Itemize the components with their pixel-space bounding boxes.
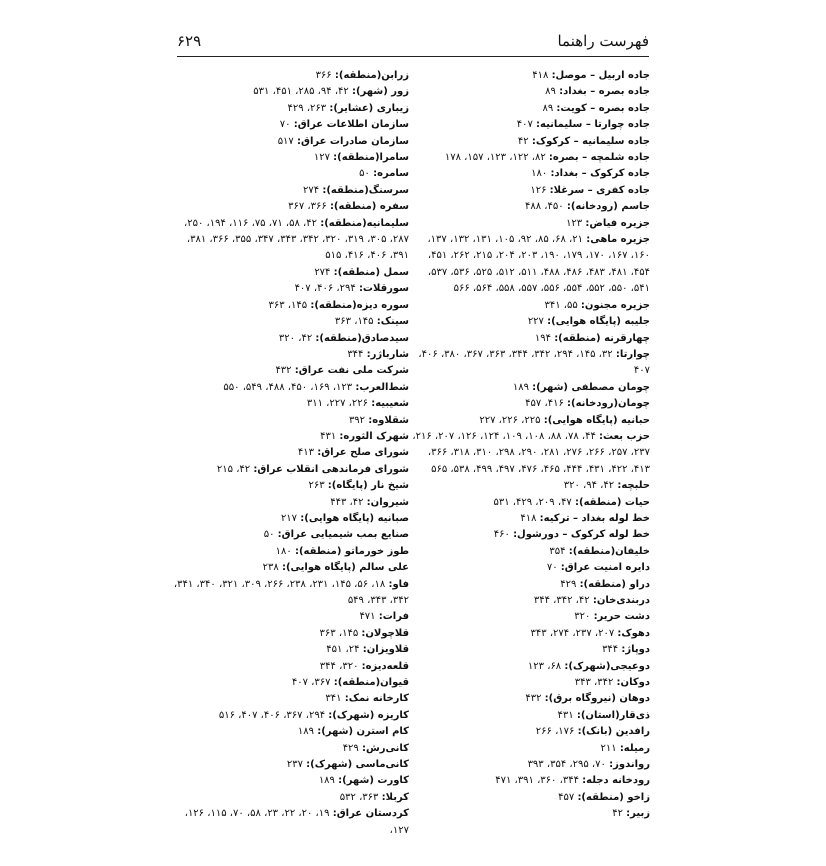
- index-entry: [412, 642, 650, 658]
- index-term: جاده چوارتا – سلیمانیه:: [536, 119, 650, 131]
- index-entry: [170, 790, 409, 806]
- index-pages: ۴۷۱: [359, 611, 376, 623]
- index-pages: ۴۱۶، ۴۵۷: [525, 398, 564, 410]
- index-term: رواندوز:: [609, 759, 650, 771]
- index-pages: ۲۷۴: [314, 266, 331, 278]
- index-entry: [170, 84, 409, 100]
- index-pages: ۵۵، ۳۴۱: [544, 299, 578, 311]
- index-term: سوره دیزه(منطقه):: [310, 299, 409, 311]
- index-term: سینک:: [376, 316, 409, 328]
- index-pages: ۱۲۷: [313, 152, 330, 164]
- index-entry: [412, 495, 650, 511]
- index-term: کردستان عراق:: [332, 808, 409, 820]
- index-entry: [170, 150, 409, 166]
- index-pages: ۲۱۷: [280, 512, 298, 524]
- index-entry: [412, 659, 650, 675]
- index-term: کام استرن (شهر):: [317, 726, 409, 738]
- index-entry: [412, 675, 650, 691]
- index-pages: ۱۸۹: [297, 726, 315, 738]
- index-pages: ۳۴۴: [602, 644, 619, 656]
- index-pages: ۱۸۰: [275, 545, 292, 557]
- index-entry: [412, 413, 650, 429]
- index-term: قلاچولان:: [361, 627, 409, 639]
- index-term: کاورت (شهر):: [338, 775, 409, 787]
- index-pages: ۲۱، ۶۸، ۸۵، ۹۲، ۱۰۵، ۱۳۱، ۱۳۲، ۱۳۷، ۱۶۰، ۱۶۷، ۱۷۰، ۱۷۹، ۱۹۰، ۲۰۳، ۲۰۴، ۲۱۵، ۲۶۲، ۴۵۱، ۴۵۴، ۴۸۱، ۴۸۳، ۴۸۶، ۴۸۸، ۵۱۱، ۵۱۲، ۵۲۵، ۵۳۶، ۵۳۷، ۵۴۱، ۵۵۰، ۵۵۲، ۵۵۴، ۵۵۶، ۵۵۷، ۵۵۸، ۵۶۴، ۵۶۶: [427, 234, 650, 295]
- index-term: ذی‌قار(استان):: [576, 709, 650, 721]
- index-entry: [170, 478, 409, 494]
- index-term: دوعیجی(شهرک):: [564, 660, 650, 672]
- index-entry: [412, 511, 650, 527]
- index-term: دوهان (نیروگاه برق):: [544, 693, 650, 705]
- index-term: کارخانه نمک:: [344, 693, 409, 705]
- index-pages: ۱۸، ۵۶، ۱۴۵، ۲۳۱، ۲۳۸، ۲۶۶، ۳۰۹، ۳۲۱، ۳۴۰، ۳۴۱، ۳۴۲، ۳۴۳، ۵۴۹: [173, 578, 409, 606]
- index-term: دوپاژ:: [621, 644, 650, 656]
- index-entry: [170, 331, 409, 347]
- index-entry: [170, 117, 409, 133]
- index-entry: [170, 806, 409, 839]
- index-term: چومان(رودخانه):: [567, 398, 650, 410]
- index-term: زیباری (عشایر):: [329, 102, 409, 114]
- index-entry: [412, 741, 650, 757]
- index-term: جاده سلیمانیه – کرکوک:: [531, 135, 650, 147]
- index-term: دراو (منطقه):: [579, 578, 650, 590]
- index-entry: [170, 560, 409, 576]
- index-term: خلیفان(منطقه):: [568, 545, 650, 557]
- index-term: جزیره ماهی:: [586, 234, 650, 246]
- index-entry: [412, 609, 650, 625]
- index-term: قلعه‌دیزه:: [361, 660, 409, 672]
- index-pages: ۳۶۳، ۵۳۲: [339, 791, 379, 803]
- index-pages: ۴۲، ۴۴۳: [330, 496, 364, 508]
- index-pages: ۲۱۱: [600, 742, 617, 754]
- index-entry: [170, 298, 409, 314]
- index-pages: ۸۹: [545, 86, 556, 98]
- index-term: قیوان(منطقه):: [333, 677, 409, 689]
- index-term: دایره امنیت عراق:: [560, 562, 650, 574]
- index-term: حیات (منطقه):: [575, 496, 650, 508]
- index-pages: ۲۴، ۴۵۱: [326, 644, 360, 656]
- index-term: شقلاوه:: [368, 414, 409, 426]
- index-entry: [412, 150, 650, 166]
- index-term: کانی‌ماسی (شهرک):: [306, 759, 409, 771]
- index-term: رودخانه دجله:: [582, 775, 650, 787]
- index-entry: [412, 166, 650, 182]
- index-entry: [170, 199, 409, 215]
- index-pages: ۴۳۲: [525, 693, 542, 705]
- index-term: زور (شهر):: [351, 86, 409, 98]
- index-pages: ۴۳۱: [320, 430, 337, 442]
- index-entry: [412, 626, 650, 642]
- index-pages: ۴۲۹: [342, 742, 359, 754]
- index-term: سرسنگ(منطقه):: [322, 184, 409, 196]
- index-term: جاده کرکوک – بغداد:: [550, 168, 650, 180]
- index-pages: ۱۸۹: [512, 381, 529, 393]
- index-term: سازمان اطلاعات عراق:: [293, 119, 409, 131]
- index-pages: ۳۲۰: [574, 611, 591, 623]
- index-pages: ۴۶۰: [493, 529, 510, 541]
- index-pages: ۲۲۶، ۲۲۷، ۳۱۱: [306, 398, 369, 410]
- index-entry: [170, 659, 409, 675]
- index-term: سامره:: [373, 168, 409, 180]
- index-pages: ۴۱۸: [520, 512, 537, 524]
- index-entry: [412, 708, 650, 724]
- index-pages: ۱۹، ۲۰، ۲۲، ۲۳، ۵۸، ۷۰، ۱۱۵، ۱۲۶، ۱۲۷،: [184, 808, 409, 836]
- index-pages: ۲۲۷: [527, 316, 544, 328]
- index-entry: [412, 314, 650, 330]
- index-term: جاده بصره – بغداد:: [559, 86, 650, 98]
- index-term: زاخو (منطقه):: [577, 791, 650, 803]
- index-entry: [412, 347, 650, 380]
- index-term: شیروان:: [366, 496, 409, 508]
- index-pages: ۱۹۴: [534, 332, 551, 344]
- index-term: شورای صلح عراق:: [317, 447, 409, 459]
- index-pages: ۷۰، ۲۹۵، ۳۵۴، ۳۹۳: [527, 759, 606, 771]
- index-pages: ۸۹: [542, 102, 554, 114]
- index-pages: ۷۰: [546, 562, 558, 574]
- index-entry: [412, 216, 650, 232]
- index-pages: ۳۴۴: [347, 348, 364, 360]
- index-entry: [170, 495, 409, 511]
- index-pages: ۴۲، ۳۲۰: [278, 332, 313, 344]
- index-pages: ۱۲۶: [530, 184, 547, 196]
- index-term: دشت حریر:: [593, 611, 650, 623]
- index-pages: ۳۴۲، ۳۴۳: [574, 677, 614, 689]
- index-term: سلیمانیه(منطقه):: [320, 217, 409, 229]
- index-term: رمیله:: [619, 742, 650, 754]
- page-header: [177, 32, 649, 54]
- index-term: شرکت ملی نفت عراق:: [294, 365, 409, 377]
- index-term: جاده شلمچه – بصره:: [548, 152, 650, 164]
- index-entry: [170, 166, 409, 182]
- index-entry: [412, 757, 650, 773]
- page-number: ۶۲۹: [177, 32, 202, 50]
- index-pages: ۴۱۸: [532, 70, 549, 81]
- index-pages: ۳۶۶: [315, 70, 332, 81]
- index-entry: [412, 232, 650, 298]
- index-term: جاده بصره – کویت:: [556, 102, 650, 114]
- index-pages: ۴۱۳: [297, 447, 315, 459]
- index-pages: ۴۲، ۵۸، ۷۱، ۷۵، ۱۱۶، ۱۹۴، ۲۵۰، ۲۸۷، ۳۰۵، ۳۱۹، ۳۲۰، ۳۴۲، ۳۴۳، ۳۴۷، ۳۵۵، ۳۶۶، ۳۸۱، ۳۹۱، ۴۰۶، ۴۱۶، ۵۱۵: [183, 217, 409, 262]
- index-pages: ۳۴۴، ۳۶۰، ۳۹۱، ۴۷۱: [495, 775, 579, 787]
- index-entry: [170, 511, 409, 527]
- index-entry: [412, 134, 650, 150]
- index-column-left: [170, 68, 409, 839]
- index-term: جزیره مجنون:: [580, 299, 650, 311]
- index-pages: ۱۷۶، ۲۶۶: [535, 726, 575, 738]
- index-pages: ۴۳۱: [557, 709, 574, 721]
- index-pages: ۴۰۷: [516, 119, 533, 131]
- index-pages: ۴۲: [517, 135, 529, 147]
- index-pages: ۱۴۵، ۳۶۳: [268, 299, 308, 311]
- index-term: شارباژر:: [366, 348, 409, 360]
- index-entry: [412, 331, 650, 347]
- index-term: کاریزه (شهرک):: [328, 709, 409, 721]
- index-term: حبانیه (پایگاه هوایی):: [543, 414, 650, 426]
- index-entry: [170, 642, 409, 658]
- index-entry: [412, 101, 650, 117]
- index-term: خط لوله بغداد – ترکیه:: [539, 512, 650, 524]
- index-pages: ۳۲۰، ۳۴۴: [319, 660, 359, 672]
- index-pages: ۱۲۳: [566, 217, 583, 229]
- index-term: شیخ نار (پایگاه):: [327, 480, 409, 492]
- index-entry: [412, 199, 650, 215]
- index-entry: [170, 577, 409, 610]
- index-entry: [170, 675, 409, 691]
- index-term: چهارقرنه (منطقه):: [554, 332, 650, 344]
- index-entry: [412, 560, 650, 576]
- running-title: فهرست راهنما: [557, 32, 649, 50]
- index-term: جاده اربیل – موصل:: [551, 70, 650, 81]
- index-term: رافدین (بانک):: [577, 726, 650, 738]
- index-pages: ۱۸۰: [531, 168, 548, 180]
- index-entry: [170, 413, 409, 429]
- index-pages: ۴۴، ۷۸، ۸۸، ۱۰۸، ۱۰۹، ۱۲۴، ۱۲۶، ۲۰۷، ۲۱۶، ۲۳۷، ۲۵۷، ۲۶۶، ۲۷۶، ۲۸۱، ۲۹۰، ۲۹۸، ۳۱۰، ۳۱۸، ۳۶۶، ۴۱۳، ۴۲۲، ۴۳۱، ۴۴۴، ۴۶۵، ۴۷۶، ۴۹۷، ۴۹۹، ۵۳۸، ۵۶۵: [412, 430, 650, 475]
- index-pages: ۲۹۴، ۳۶۷، ۴۰۶، ۴۰۷، ۵۱۶: [218, 709, 326, 721]
- index-pages: ۴۲، ۲۱۵: [216, 463, 251, 475]
- index-entry: [412, 806, 650, 822]
- index-pages: ۴۲، ۹۴، ۲۸۵، ۴۵۱، ۵۳۱: [253, 86, 349, 98]
- index-term: دهوک:: [617, 627, 650, 639]
- index-entry: [170, 757, 409, 773]
- index-entry: [412, 183, 650, 199]
- index-term: فرات:: [378, 611, 409, 623]
- index-pages: ۸۲، ۱۲۲، ۱۲۳، ۱۵۷، ۱۷۸: [444, 152, 546, 164]
- index-pages: ۵۰: [263, 529, 275, 541]
- index-pages: ۴۲، ۳۴۲، ۳۴۴: [533, 595, 590, 606]
- index-entry: [170, 183, 409, 199]
- index-term: جاده کفری – سرغلا:: [549, 184, 650, 196]
- index-term: سامرا(منطقه):: [333, 152, 409, 164]
- index-pages: ۳۴۱: [325, 693, 342, 705]
- index-entry: [170, 708, 409, 724]
- index-term: طوز خورماتو (منطقه):: [294, 545, 409, 557]
- index-entry: [170, 445, 409, 461]
- index-pages: ۱۲۳، ۱۶۹، ۴۵۰، ۴۸۸، ۵۴۹، ۵۵۰: [223, 381, 353, 393]
- index-term: جلیبه (پایگاه هوایی):: [547, 316, 650, 328]
- index-pages: ۴۲، ۹۴، ۳۲۰: [563, 480, 615, 492]
- index-entry: [412, 298, 650, 314]
- index-pages: ۴۲: [612, 808, 623, 820]
- index-term: چوارتا:: [615, 348, 650, 360]
- index-entry: [170, 773, 409, 789]
- index-pages: ۷۰: [279, 119, 291, 131]
- index-pages: ۱۴۵، ۳۶۳: [334, 316, 374, 328]
- index-entry: [170, 216, 409, 265]
- index-entry: [412, 724, 650, 740]
- index-pages: ۱۴۵، ۳۶۳: [319, 627, 359, 639]
- index-term: علی سالم (پایگاه هوایی):: [281, 562, 409, 574]
- index-term: زبیر:: [626, 808, 650, 820]
- index-entry: [170, 691, 409, 707]
- index-entry: [170, 314, 409, 330]
- index-term: شط‌العرب:: [355, 381, 409, 393]
- index-entry: [170, 101, 409, 117]
- index-term: صبانیه (پایگاه هوایی):: [300, 512, 409, 524]
- index-pages: ۳۵۴: [549, 545, 566, 557]
- index-term: کربلا:: [381, 791, 409, 803]
- index-entry: [170, 363, 409, 379]
- index-entry: [412, 68, 650, 84]
- index-pages: ۳۹۲: [348, 414, 366, 426]
- index-entry: [412, 593, 650, 609]
- index-pages: ۲۶۳، ۴۲۹: [287, 102, 327, 114]
- index-term: شورای فرماندهی انقلاب عراق:: [253, 463, 409, 475]
- index-term: دربندی‌خان:: [592, 595, 650, 606]
- index-pages: ۴۳۲: [275, 365, 292, 377]
- index-entry: [412, 429, 650, 478]
- index-pages: ۴۵۰، ۴۸۸: [525, 201, 564, 213]
- index-term: شعیبیه:: [371, 398, 409, 410]
- index-pages: ۲۳۷: [286, 759, 303, 771]
- index-pages: ۴۲۹: [560, 578, 577, 590]
- index-entry: [170, 626, 409, 642]
- index-pages: ۵۰: [359, 168, 370, 180]
- index-entry: [170, 527, 409, 543]
- index-entry: [412, 527, 650, 543]
- index-pages: ۲۲۵، ۲۲۶، ۲۲۷: [479, 414, 541, 426]
- index-term: جاسم (رودخانه):: [566, 201, 650, 213]
- index-entry: [170, 265, 409, 281]
- index-pages: ۲۶۳: [308, 480, 325, 492]
- index-term: شهرک الثوره:: [339, 430, 409, 442]
- index-pages: ۴۵۷: [558, 791, 575, 803]
- index-entry: [170, 347, 409, 363]
- index-entry: [170, 462, 409, 478]
- index-term: سورقلات:: [358, 283, 409, 295]
- index-pages: ۱۸۹: [318, 775, 335, 787]
- index-term: سازمان صادرات عراق:: [297, 135, 409, 147]
- index-entry: [412, 84, 650, 100]
- index-pages: ۲۳۸: [262, 562, 279, 574]
- index-term: حزب بعث:: [599, 430, 650, 442]
- index-pages: ۲۹۴، ۴۰۶، ۴۰۷: [294, 283, 356, 295]
- index-entry: [412, 691, 650, 707]
- index-entry: [170, 429, 409, 445]
- index-entry: [170, 609, 409, 625]
- index-entry: [412, 790, 650, 806]
- index-entry: [170, 544, 409, 560]
- index-entry: [170, 134, 409, 150]
- index-entry: [412, 380, 650, 396]
- index-term: قلاویزان:: [362, 644, 409, 656]
- index-pages: ۴۷، ۲۰۹، ۴۲۹، ۵۳۱: [493, 496, 572, 508]
- index-term: صنایع بمب شیمیایی عراق:: [277, 529, 409, 541]
- index-entry: [412, 396, 650, 412]
- index-term: دوکان:: [616, 677, 650, 689]
- index-entry: [412, 117, 650, 133]
- index-entry: [412, 544, 650, 560]
- index-term: فاو:: [388, 578, 409, 590]
- index-entry: [170, 724, 409, 740]
- index-term: خط لوله کرکوک – دورشول:: [513, 529, 650, 541]
- index-pages: ۳۶۶، ۳۶۷: [288, 201, 327, 213]
- index-pages: ۳۲، ۱۴۵، ۲۹۴، ۳۴۲، ۳۴۴، ۳۶۳، ۳۶۷، ۳۸۰، ۴۰۶، ۴۰۷: [418, 348, 650, 377]
- index-term: حلبچه:: [617, 480, 650, 492]
- index-entry: [412, 773, 650, 789]
- index-term: سیدصادق(منطقه):: [315, 332, 409, 344]
- index-term: زرابن(منطقه):: [334, 70, 409, 81]
- index-pages: ۲۰۷، ۲۳۷، ۲۷۴، ۳۴۳: [530, 627, 615, 639]
- index-entry: [170, 741, 409, 757]
- index-pages: ۳۶۷، ۴۰۷: [291, 677, 331, 689]
- index-entry: [170, 396, 409, 412]
- index-entry: [412, 478, 650, 494]
- index-pages: ۲۷۴: [303, 184, 320, 196]
- index-column-right: [412, 68, 650, 823]
- index-term: کانی‌رش:: [362, 742, 409, 754]
- index-pages: ۶۸، ۱۲۳: [527, 660, 562, 672]
- index-entry: [412, 577, 650, 593]
- index-pages: ۵۱۷: [277, 135, 294, 147]
- index-term: سفره (منطقه):: [329, 201, 409, 213]
- index-entry: [170, 281, 409, 297]
- index-entry: [170, 68, 409, 84]
- index-term: چومان مصطفی (شهر):: [532, 381, 650, 393]
- index-term: جزیره فیاض:: [585, 217, 650, 229]
- header-rule: [177, 56, 649, 57]
- index-entry: [170, 380, 409, 396]
- index-term: سمل (منطقه):: [333, 266, 409, 278]
